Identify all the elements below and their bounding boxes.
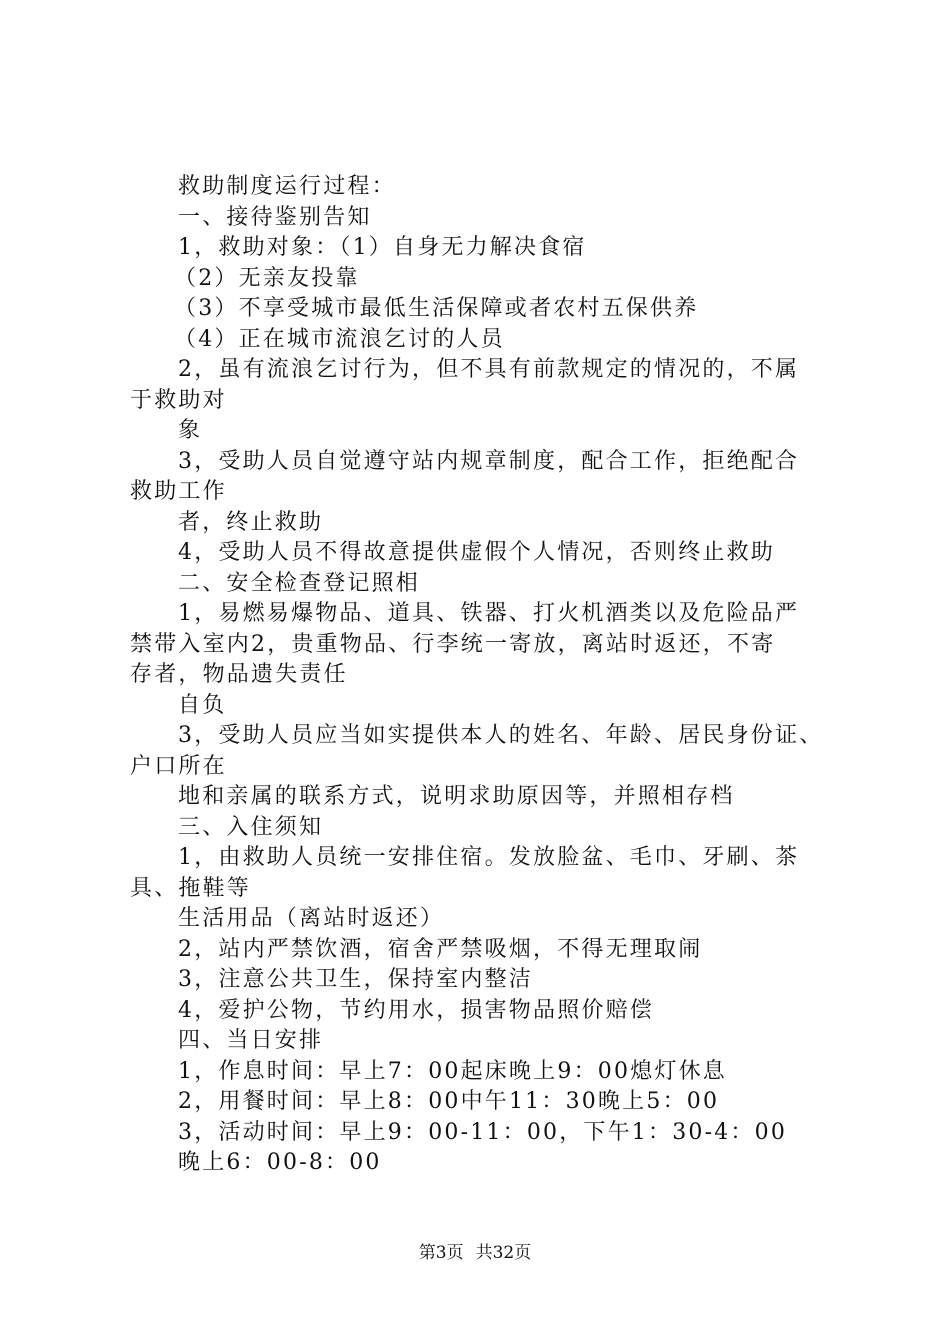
paragraph-line: 存者，物品遗失责任 [130, 662, 348, 687]
paragraph-line: 象 [178, 418, 203, 443]
paragraph-line: 于救助对 [130, 387, 227, 413]
paragraph-line: 2，用餐时间：早上8：00中午11：30晚上5：00 [178, 1089, 720, 1114]
section-heading-1: 一、接待鉴别告知 [178, 204, 372, 230]
paragraph-line: 1，易燃易爆物品、道具、铁器、打火机酒类以及危险品严 [178, 601, 800, 626]
paragraph-line: 2，虽有流浪乞讨行为，但不具有前款规定的情况的，不属 [178, 357, 800, 382]
paragraph-line: 1，作息时间：早上7：00起床晚上9：00熄灯休息 [178, 1058, 727, 1084]
paragraph-line: 地和亲属的联系方式，说明求助原因等，并照相存档 [178, 784, 735, 809]
paragraph-line: 4，爱护公物，节约用水，损害物品照价赔偿 [178, 997, 654, 1023]
paragraph-line: 晚上6：00-8：00 [178, 1150, 382, 1175]
paragraph-line: 3，注意公共卫生，保持室内整洁 [178, 967, 533, 992]
page-number: 第3页 [418, 1243, 464, 1263]
document-body [130, 172, 842, 1179]
paragraph-line: 3，活动时间：早上9：00-11：00，下午1：30-4：00 [178, 1119, 788, 1145]
section-heading-4: 四、当日安排 [178, 1028, 324, 1053]
paragraph-line: 1，救助对象：（1）自身无力解决食宿 [178, 235, 587, 260]
section-intro: 救助制度运行过程： [178, 174, 396, 199]
paragraph-line: 1，由救助人员统一安排住宿。发放脸盆、毛巾、牙刷、茶 [178, 845, 800, 870]
page-footer [0, 1241, 950, 1265]
paragraph-line: 禁带入室内2，贵重物品、行李统一寄放，离站时返还，不寄 [130, 631, 776, 657]
paragraph-line: （3）不享受城市最低生活保障或者农村五保供养 [174, 296, 699, 321]
paragraph-line: 具、拖鞋等 [130, 875, 252, 901]
paragraph-line: （4）正在城市流浪乞讨的人员 [174, 326, 505, 352]
paragraph-line: 自负 [178, 692, 227, 718]
paragraph-line: 3，受助人员自觉遵守站内规章制度，配合工作，拒绝配合 [178, 448, 800, 474]
paragraph-line: 者，终止救助 [178, 509, 324, 535]
section-heading-2: 二、安全检查登记照相 [178, 570, 421, 596]
paragraph-line: 3，受助人员应当如实提供本人的姓名、年龄、居民身份证、 [178, 723, 824, 748]
paragraph-line: 生活用品（离站时返还） [178, 906, 445, 931]
paragraph-line: 2，站内严禁饮酒，宿舍严禁吸烟，不得无理取闹 [178, 936, 703, 962]
section-heading-3: 三、入住须知 [178, 814, 324, 840]
page-total: 共32页 [475, 1243, 532, 1263]
paragraph-line: （2）无亲友投靠 [174, 265, 360, 291]
paragraph-line: 户口所在 [130, 753, 227, 779]
paragraph-line: 救助工作 [130, 479, 227, 504]
paragraph-line: 4，受助人员不得故意提供虚假个人情况，否则终止救助 [178, 540, 775, 565]
